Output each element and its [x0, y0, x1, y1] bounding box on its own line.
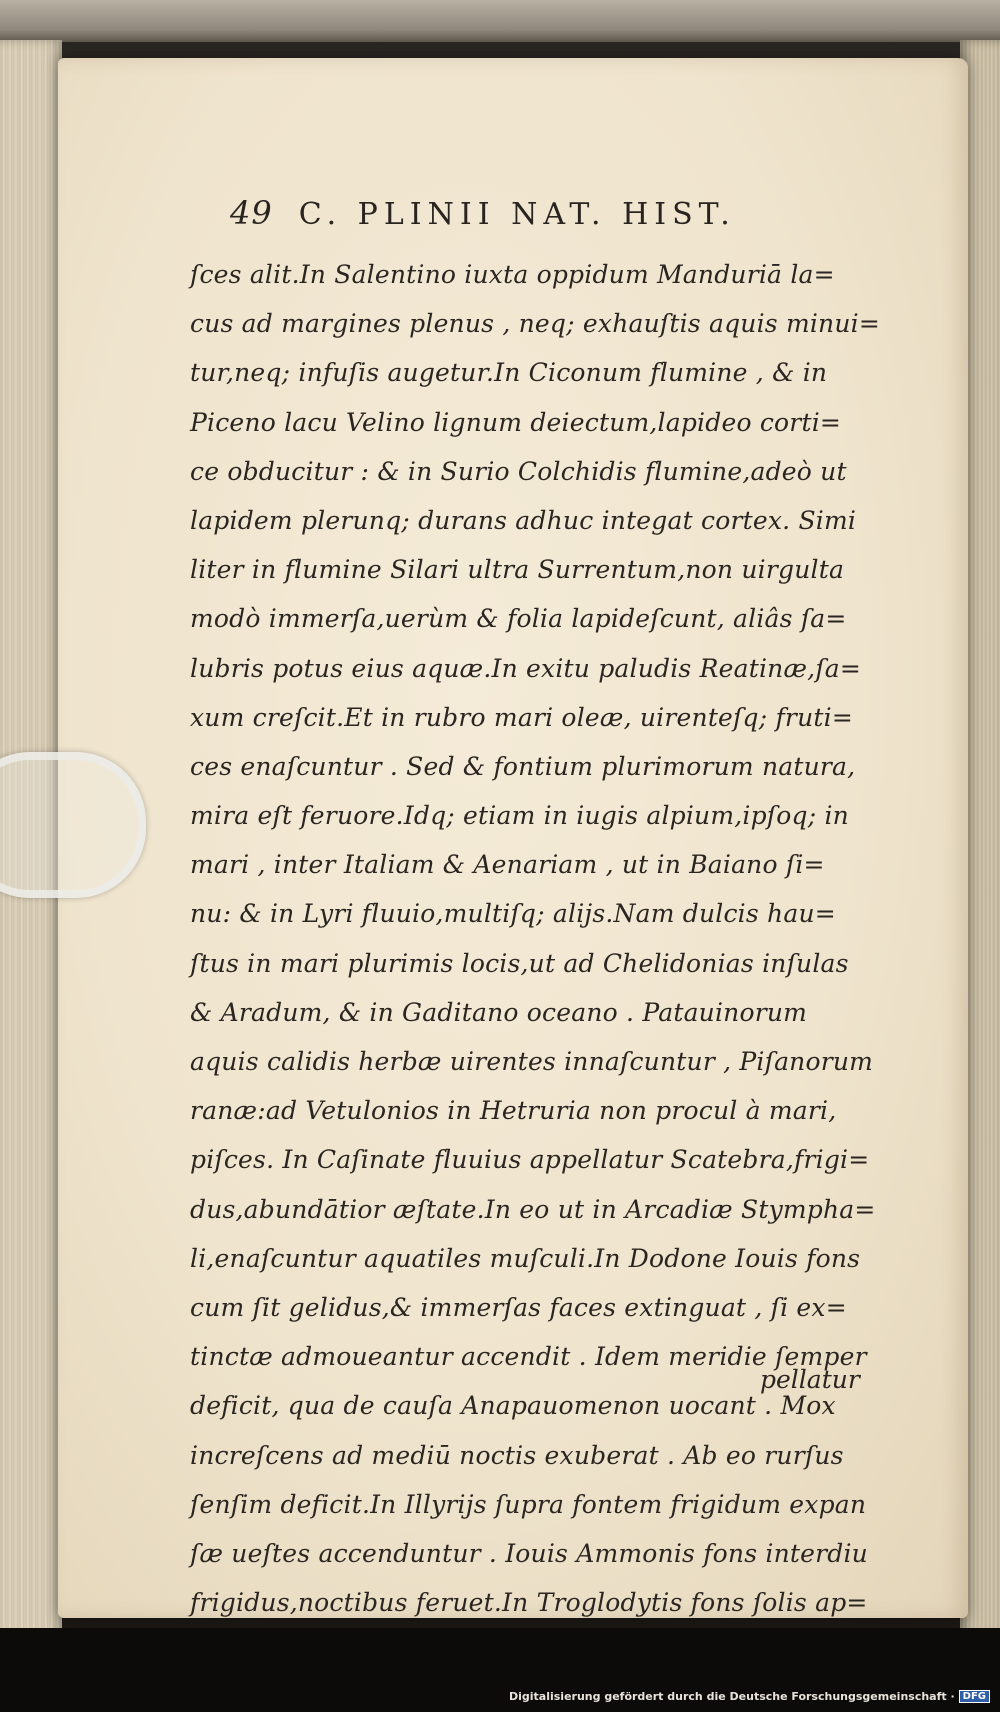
- text-line: cus ad margines plenus , neq; exhauſtis aquis minui=: [190, 309, 881, 339]
- running-head: [230, 194, 850, 244]
- text-line: ſæ ueſtes accenduntur . Iouis Ammonis fons interdiu: [190, 1538, 868, 1568]
- text-line: mira eſt feruore.Idq; etiam in iugis alpium,ipſoq; in: [190, 801, 849, 831]
- text-line: increſcens ad mediū noctis exuberat . Ab eo rurſus: [190, 1440, 844, 1470]
- text-line: nu: & in Lyri fluuio,multiſq; alijs.Nam dulcis hau=: [190, 899, 836, 929]
- text-line: ſenſim deficit.In Illyrijs ſupra fontem frigidum expan: [190, 1489, 867, 1519]
- text-line: cum ſit gelidus,& immerſas faces extinguat , ſi ex=: [190, 1292, 847, 1322]
- text-line: & Aradum, & in Gaditano oceano . Patauinorum: [190, 997, 808, 1027]
- page-clip: [0, 752, 146, 898]
- catchword: pellatur: [760, 1365, 860, 1394]
- text-line: liter in flumine Silari ultra Surrentum,non uirgulta: [190, 555, 845, 585]
- text-line: piſces. In Caſinate fluuius appellatur Scatebra,frigi=: [190, 1145, 870, 1175]
- text-line: lapidem plerunq; durans adhuc integat cortex. Simi: [190, 505, 857, 535]
- text-line: ces enaſcuntur . Sed & fontium plurimorum natura,: [190, 751, 856, 781]
- text-line: tur,neq; infuſis augetur.In Ciconum flumine , & in: [190, 358, 828, 388]
- text-line: li,enaſcuntur aquatiles muſculi.In Dodone Iouis fons: [190, 1243, 861, 1273]
- text-line: ce obducitur : & in Surio Colchidis flumine,adeò ut: [190, 456, 847, 486]
- text-line: ranæ:ad Vetulonios in Hetruria non procul à mari,: [190, 1096, 837, 1126]
- text-line: mari , inter Italiam & Aenariam , ut in Baiano ſi=: [190, 850, 825, 880]
- text-line: Piceno lacu Velino lignum deiectum,lapideo corti=: [190, 407, 842, 437]
- dfg-logo: DFG: [959, 1690, 990, 1703]
- footer-credit: [509, 1690, 990, 1703]
- text-line: deficit, qua de cauſa Anapauomenon uocant . Mox: [190, 1391, 836, 1421]
- text-line: xum creſcit.Et in rubro mari oleæ, uirenteſq; fruti=: [190, 702, 853, 732]
- text-line: ſces alit.In Salentino iuxta oppidum Manduriā la=: [190, 260, 835, 289]
- text-line: modò immerſa,uerùm & folia lapideſcunt, aliâs ſa=: [190, 604, 847, 634]
- text-line: lubris potus eius aquæ.In exitu paludis Reatinæ,ſa=: [190, 653, 862, 683]
- text-block: [190, 250, 881, 1627]
- text-line: frigidus,noctibus feruet.In Troglodytis fons ſolis ap=: [190, 1588, 868, 1618]
- text-line: aquis calidis herbæ uirentes innaſcuntur , Piſanorum: [190, 1047, 874, 1076]
- footer-credit-text: Digitalisierung gefördert durch die Deutsche Forschungsgemeinschaft ·: [508, 1690, 955, 1703]
- page-number: 49: [230, 194, 273, 232]
- book-cover-top-edge: [0, 0, 1000, 42]
- running-head-title: C. PLINII NAT. HIST.: [298, 197, 736, 232]
- text-line: dus,abundātior æſtate.In eo ut in Arcadiæ Stympha=: [190, 1194, 876, 1224]
- text-line: ſtus in mari plurimis locis,ut ad Chelidonias inſulas: [190, 948, 849, 978]
- text-line: tinctæ admoueantur accendit . Idem meridie ſemper: [190, 1342, 867, 1372]
